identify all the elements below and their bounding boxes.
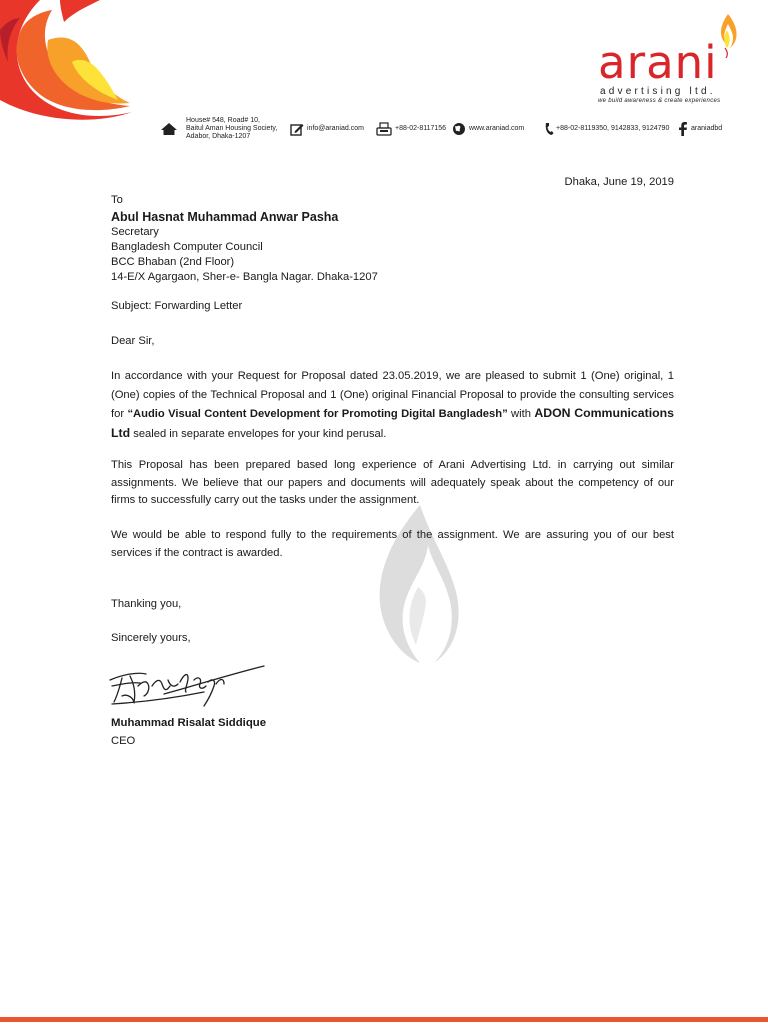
contact-website bbox=[452, 118, 524, 140]
fax-text: +88-02-8117156 bbox=[395, 125, 447, 132]
recipient-org: Bangladesh Computer Council bbox=[111, 241, 263, 253]
letter-thanks: Thanking you, bbox=[111, 598, 182, 610]
contact-phone bbox=[544, 118, 669, 140]
recipient-building: BCC Bhaban (2nd Floor) bbox=[111, 256, 235, 268]
facebook-text: araniadbd bbox=[691, 125, 723, 132]
footer-rule bbox=[0, 1017, 768, 1022]
letter-date: Dhaka, June 19, 2019 bbox=[564, 176, 674, 188]
header-swoosh-graphic bbox=[0, 0, 140, 125]
recipient-address: 14-E/X Agargaon, Sher-e- Bangla Nagar. Dhaka-1207 bbox=[111, 271, 378, 283]
letter-salutation: Dear Sir, bbox=[111, 335, 155, 347]
phone-text: +88-02-8119350, 9142833, 9124790 bbox=[556, 125, 670, 132]
partner-name: ADON Communications Ltd bbox=[111, 406, 674, 440]
home-icon bbox=[160, 122, 178, 136]
facebook-icon bbox=[678, 122, 688, 136]
paragraph-1-with: with bbox=[507, 408, 535, 420]
recipient-title: Secretary bbox=[111, 226, 159, 238]
phone-icon bbox=[544, 122, 554, 136]
email-text: info@araniad.com bbox=[307, 125, 364, 132]
company-logo: arani bbox=[598, 36, 718, 89]
contact-fax bbox=[376, 118, 446, 140]
recipient-name: Abul Hasnat Muhammad Anwar Pasha bbox=[111, 210, 339, 224]
company-tagline: we build awareness & create experiences bbox=[598, 98, 721, 104]
letter-closing: Sincerely yours, bbox=[111, 632, 191, 644]
paragraph-3: We would be able to respond fully to the requirements of the assignment. We are assuring you of our best services if the contract is awarded. bbox=[111, 529, 674, 559]
logo-flame-icon bbox=[714, 14, 740, 58]
signatory-role: CEO bbox=[111, 735, 136, 747]
contact-email bbox=[290, 118, 364, 140]
fax-icon bbox=[376, 122, 392, 136]
globe-icon bbox=[452, 122, 466, 136]
contact-facebook bbox=[678, 118, 722, 140]
website-text: www.araniad.com bbox=[469, 125, 525, 132]
paragraph-1-end: sealed in separate envelopes for your kind perusal. bbox=[130, 427, 387, 440]
project-title: “Audio Visual Content Development for Promoting Digital Bangladesh” bbox=[127, 408, 508, 420]
address-text: House# 548, Road# 10, Baitul Aman Housing Society, Adabor, Dhaka-1207 bbox=[186, 117, 278, 140]
company-subtitle: advertising ltd. bbox=[600, 86, 716, 97]
signatory-name: Muhammad Risalat Siddique bbox=[111, 717, 267, 729]
paragraph-2: This Proposal has been prepared based long experience of Arani Advertising Ltd. in carrying out similar assignments. We believe that our papers and documents will adequately speak about the competency of our firms to successfully carry out the tasks under the assignment. bbox=[111, 459, 674, 506]
contact-address bbox=[160, 118, 277, 140]
edit-icon bbox=[290, 122, 304, 136]
signature-graphic bbox=[104, 656, 274, 712]
paragraph-1-text: In accordance with your Request for Proposal dated 23.05.2019, we are pleased to submit 1 (One) original, 1 (One) copies of the Technical Proposal and 1 (One) original Financial Proposal to provide the consulting services for bbox=[111, 370, 674, 420]
to-label: To bbox=[111, 194, 123, 206]
letter-subject: Subject: Forwarding Letter bbox=[111, 300, 243, 312]
paragraph-1 bbox=[111, 367, 674, 443]
